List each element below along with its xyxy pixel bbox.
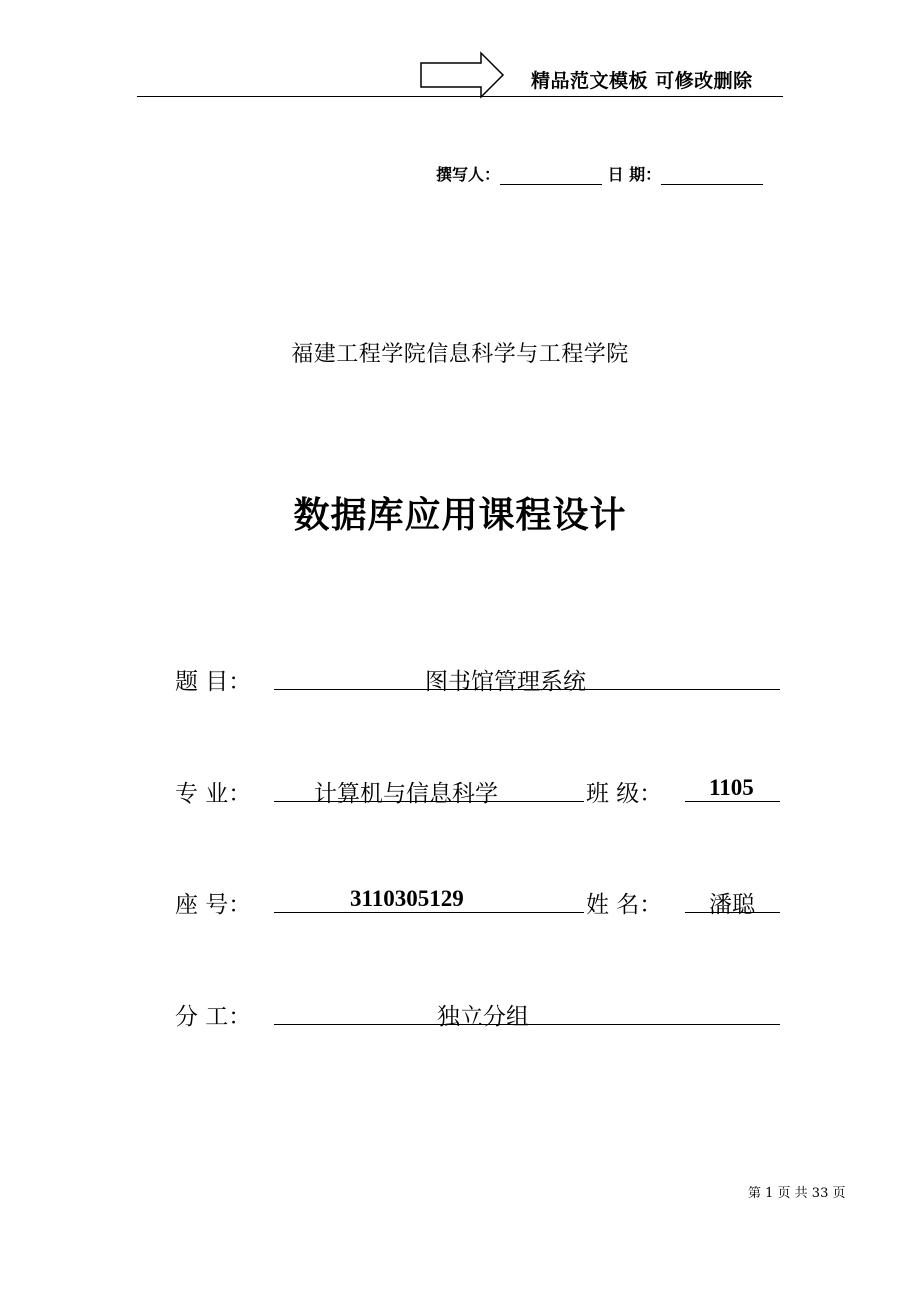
- author-label: 撰写人：: [436, 165, 501, 184]
- division-value: 独立分组: [437, 1004, 529, 1030]
- division-label: 分 工：: [175, 1004, 252, 1030]
- date-blank[interactable]: [661, 166, 763, 185]
- school-name: 福建工程学院信息科学与工程学院: [291, 342, 629, 367]
- header-rule: [137, 96, 783, 97]
- class-value: 1105: [709, 775, 754, 800]
- date-label: 日 期：: [607, 165, 662, 184]
- arrow-icon: [419, 51, 505, 99]
- page-title: 数据库应用课程设计: [293, 495, 627, 536]
- major-value: 计算机与信息科学: [314, 781, 498, 807]
- name-label: 姓 名：: [586, 892, 663, 918]
- author-blank[interactable]: [500, 166, 602, 185]
- name-value: 潘聪: [709, 892, 755, 918]
- topic-label: 题 目：: [175, 669, 252, 695]
- page-number: 第 1 页 共 33 页: [748, 1186, 846, 1201]
- major-label: 专 业：: [175, 781, 252, 807]
- author-date-line: [436, 162, 763, 185]
- header-text: 精品范文模板 可修改删除: [531, 70, 753, 92]
- class-label: 班 级：: [586, 781, 663, 807]
- seat-value: 3110305129: [350, 886, 464, 911]
- topic-value: 图书馆管理系统: [425, 669, 586, 695]
- seat-label: 座 号：: [175, 892, 252, 918]
